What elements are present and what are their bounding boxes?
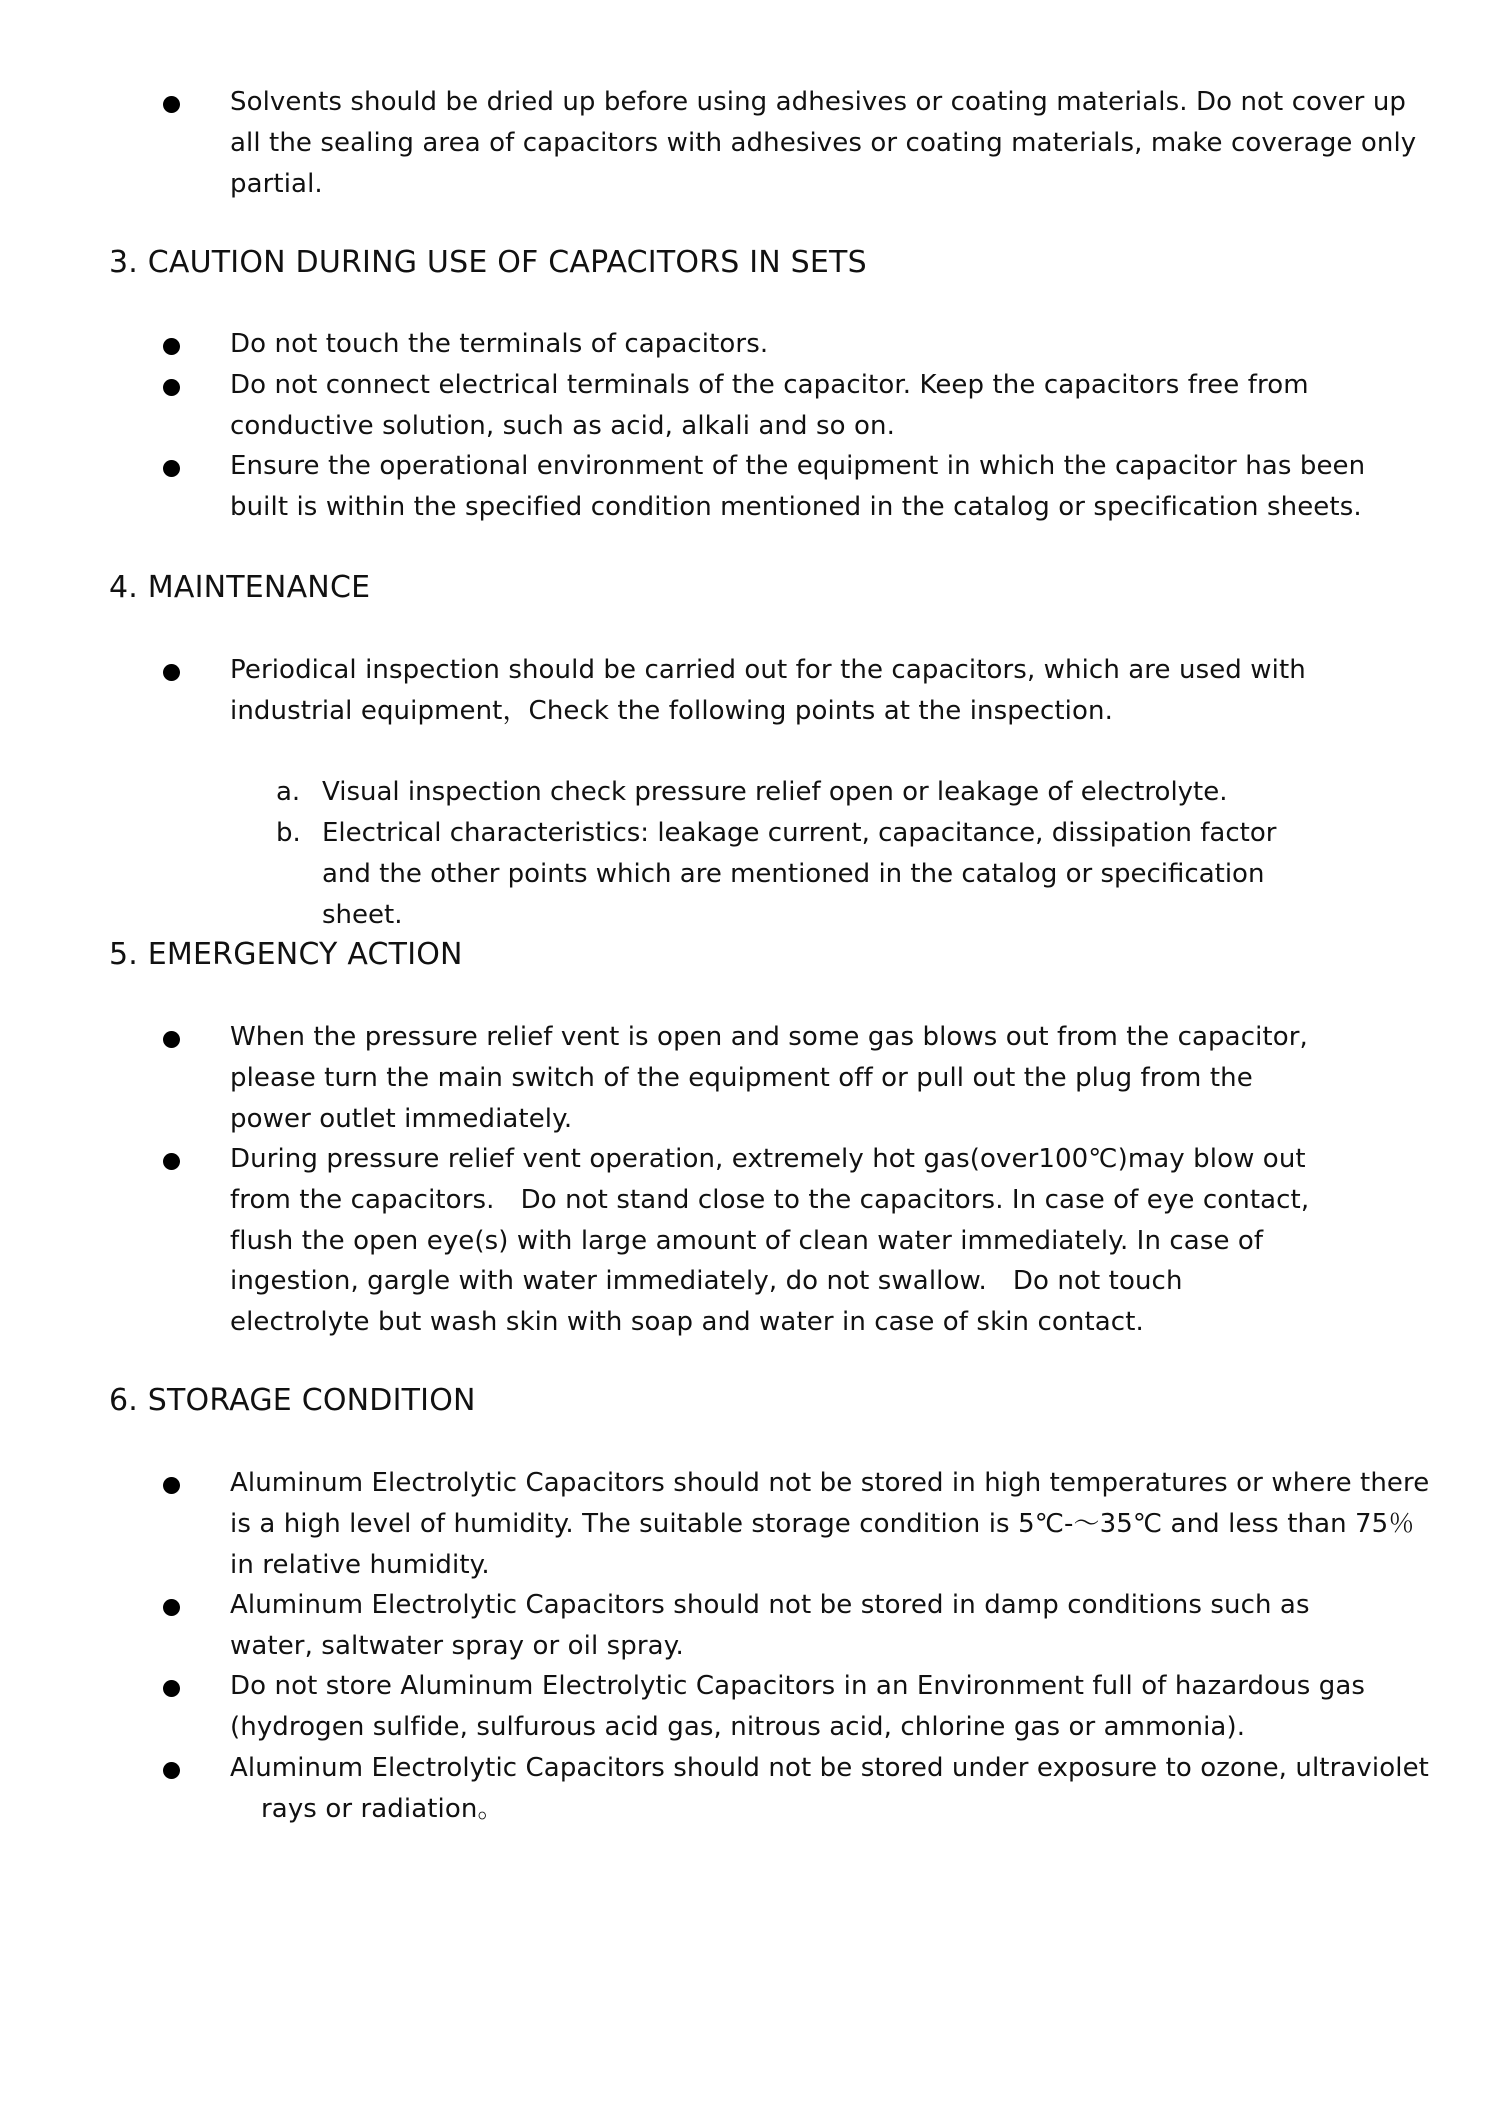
list-item-text: Aluminum Electrolytic Capacitors should not be stored under exposure to ozone, ultraviolet [230,1753,1429,1783]
sub-list-text: Visual inspection check pressure relief open or leakage of electrolyte. [322,777,1228,807]
sub-list-text: Electrical characteristics: leakage current, capacitance, dissipation factor and the other points which are mentioned in the catalog or specification sheet. [322,818,1277,930]
sub-list-marker: a. [276,777,301,807]
list-item-text: Solvents should be dried up before using adhesives or coating materials. Do not cover up all the sealing area of capacitors with adhesives or coating materials, make coverage only partial. [230,87,1417,199]
bullet-icon [163,96,180,113]
bullet-icon [163,1153,180,1170]
bullet-icon [163,1031,180,1048]
bullet-icon [163,1680,180,1697]
bullet-icon [163,379,180,396]
bullet-icon [163,664,180,681]
sub-list-marker: b. [276,818,301,848]
list-item-text: Aluminum Electrolytic Capacitors should not be stored in high temperatures or where there is a high level of humidity. The suitable storage condition is 5℃-～35℃ and less than 75％ in relative humidity. [230,1468,1430,1580]
bullet-icon [163,1477,180,1494]
list-item-text: During pressure relief vent operation, extremely hot gas(over100℃)may blow out from the capacitors. Do not stand close to the capacitors. In case of eye contact, flush the open eye(s) with large amount of clean water immediately. In case of ingestion, gargle with water immediately, do not swallow. Do not touch electrolyte but wash skin with soap and water in case of skin contact. [230,1144,1310,1338]
section-heading: 5. EMERGENCY ACTION [109,937,463,972]
list-item-text: Ensure the operational environment of the equipment in which the capacitor has been built is within the specified condition mentioned in the catalog or specification sheets. [230,451,1366,522]
section-heading: 3. CAUTION DURING USE OF CAPACITORS IN SETS [109,245,867,280]
list-item-text: Periodical inspection should be carried out for the capacitors, which are used with industrial equipment，Check the following points at the inspection. [230,655,1306,726]
section-heading: 6. STORAGE CONDITION [109,1383,476,1418]
bullet-icon [163,460,180,477]
list-item-text: Do not touch the terminals of capacitors. [230,329,769,359]
section-heading: 4. MAINTENANCE [109,570,371,605]
bullet-icon [163,1599,180,1616]
list-item-text: Do not connect electrical terminals of the capacitor. Keep the capacitors free from conductive solution, such as acid, alkali and so on. [230,370,1309,441]
bullet-icon [163,1762,180,1779]
list-item-text: Do not store Aluminum Electrolytic Capacitors in an Environment full of hazardous gas (hydrogen sulfide, sulfurous acid gas, nitrous acid, chlorine gas or ammonia). [230,1671,1366,1742]
list-item-text: Aluminum Electrolytic Capacitors should not be stored in damp conditions such as water, saltwater spray or oil spray. [230,1590,1310,1661]
list-item-continuation: rays or radiation。 [261,1794,504,1824]
list-item-text: When the pressure relief vent is open and some gas blows out from the capacitor, please turn the main switch of the equipment off or pull out the plug from the power outlet immediately. [230,1022,1308,1134]
bullet-icon [163,338,180,355]
